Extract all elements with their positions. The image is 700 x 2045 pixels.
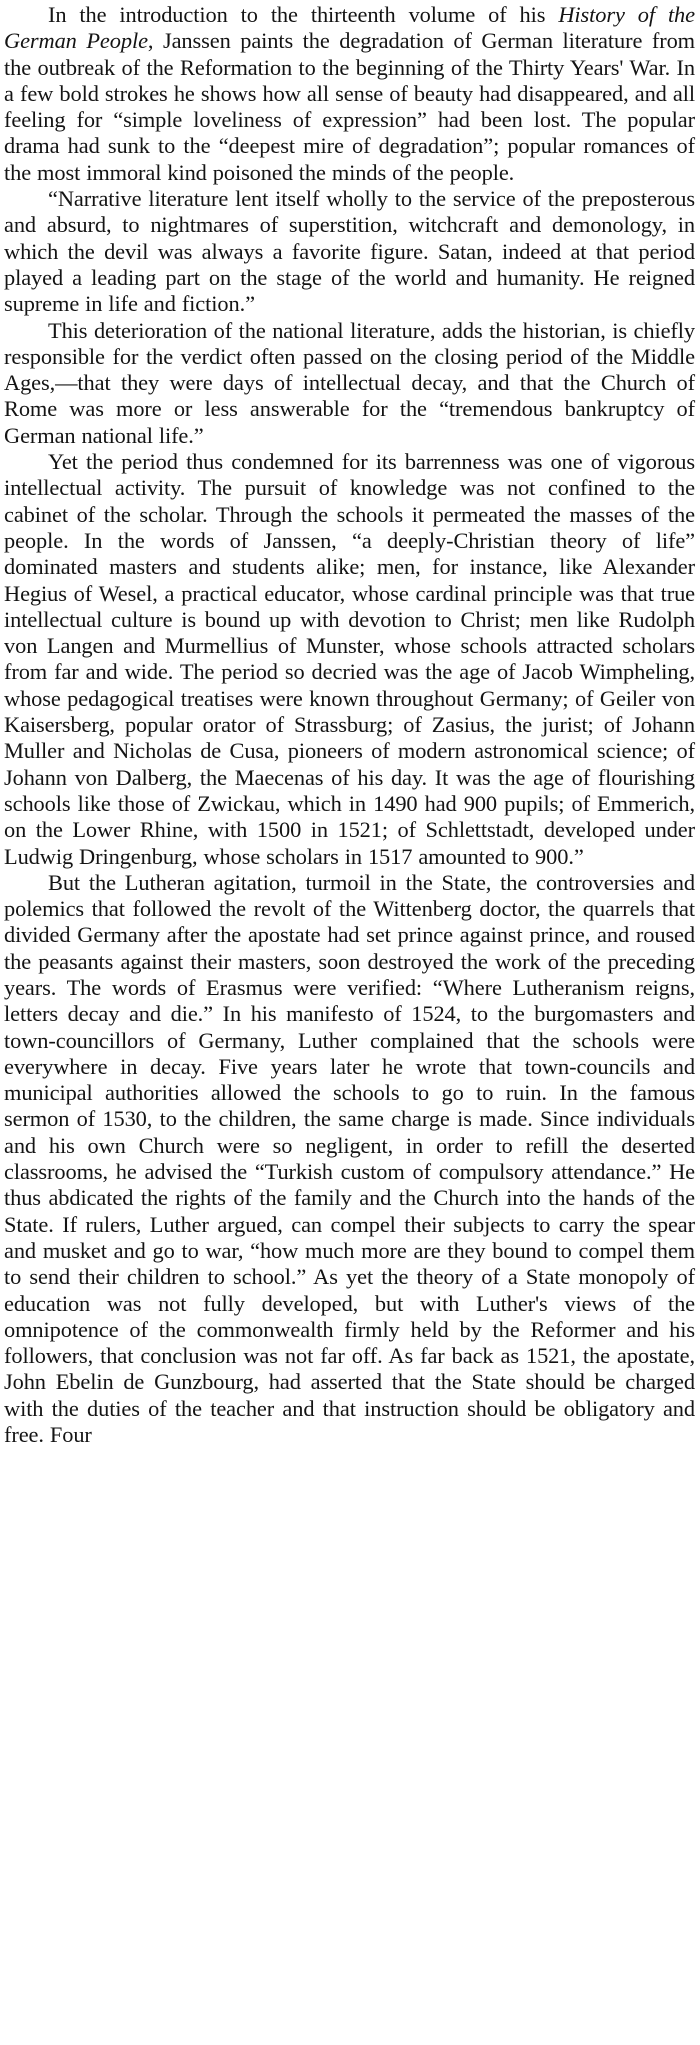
paragraph-3-run-1: This deterioration of the national literature, adds the historian, is chiefly responsible for the verdict often passed on the closing period of the Middle Ages,—that they were days of intellectual decay, and that the Church of Rome was more or less answerable for the “tremendous bankruptcy of German national life.” xyxy=(4,317,695,448)
paragraph-4-run-1: Yet the period thus condemned for its barrenness was one of vigorous intellectual activity. The pursuit of knowledge was not confined to the cabinet of the scholar. Through the schools it permeated the masses of the people. In the words of Janssen, “a deeply-Christian theory of life” dominated masters and students alike; men, for instance, like Alexander Hegius of Wesel, a practical educator, whose cardinal principle was that true intellectual culture is bound up with devotion to Christ; men like Rudolph von Langen and Murmellius of Munster, whose schools attracted scholars from far and wide. The period so decried was the age of Jacob Wimpheling, whose pedagogical treatises were known throughout Germany; of Geiler von Kaisersberg, popular orator of Strassburg; of Zasius, the jurist; of Johann Muller and Nicholas de Cusa, pioneers of modern astronomical science; of Johann von Dalberg, the Maecenas of his day. It was the age of flourishing schools like those of Zwickau, which in 1490 had 900 pupils; of Emmerich, on the Lower Rhine, with 1500 in 1521; of Schlettstadt, developed under Ludwig Dringenburg, whose scholars in 1517 amounted to 900.” xyxy=(4,449,695,869)
paragraph-1-run-1: In the introduction to the thirteenth volume of his xyxy=(48,2,559,27)
paragraph-5-run-1: But the Lutheran agitation, turmoil in the State, the controversies and polemics that followed the revolt of the Wittenberg doctor, the quarrels that divided Germany after the apostate had set prince against prince, and roused the peasants against their masters, soon destroyed the work of the preceding years. The words of Erasmus were verified: “Where Lutheranism reigns, letters decay and die.” In his manifesto of 1524, to the burgomasters and town-councillors of Germany, Luther complained that the schools were everywhere in decay. Five years later he wrote that town-councils and municipal authorities allowed the schools to go to ruin. In the famous sermon of 1530, to the children, the same charge is made. Since individuals and his own Church were so negligent, in order to refill the deserted classrooms, he advised the “Turkish custom of compulsory attendance.” He thus abdicated the rights of the family and the Church into the hands of the State. If rulers, Luther argued, can compel their subjects to carry the spear and musket and go to war, “how much more are they bound to compel them to send their children to school.” As yet the theory of a State monopoly of education was not fully developed, but with Luther's views of the omnipotence of the commonwealth firmly held by the Reformer and his followers, that conclusion was not far off. As far back as 1521, the apostate, John Ebelin de Gunzbourg, had asserted that the State should be charged with the duties of the teacher and that instruction should be obligatory and free. Four xyxy=(4,869,695,1448)
paragraph-2 xyxy=(4,186,695,317)
paragraph-1-run-3: , Janssen paints the degradation of German literature from the outbreak of the Reformation to the beginning of the Thirty Years' War. In a few bold strokes he shows how all sense of beauty had disappeared, and all feeling for “simple loveliness of expression” had been lost. The popular drama had sunk to the “deepest mire of degradation”; popular romances of the most immoral kind poisoned the minds of the people. xyxy=(4,28,695,185)
paragraph-4 xyxy=(4,449,695,870)
book-title: History of the German People xyxy=(4,2,695,54)
paragraph-1 xyxy=(4,2,695,186)
paragraph-3 xyxy=(4,318,695,449)
paragraph-2-run-1: “Narrative literature lent itself wholly to the service of the preposterous and absurd, to nightmares of superstition, witchcraft and demonology, in which the devil was always a favorite figure. Satan, indeed at that period played a leading part on the stage of the world and humanity. He reigned supreme in life and fiction.” xyxy=(4,186,695,317)
paragraph-5 xyxy=(4,870,695,1449)
